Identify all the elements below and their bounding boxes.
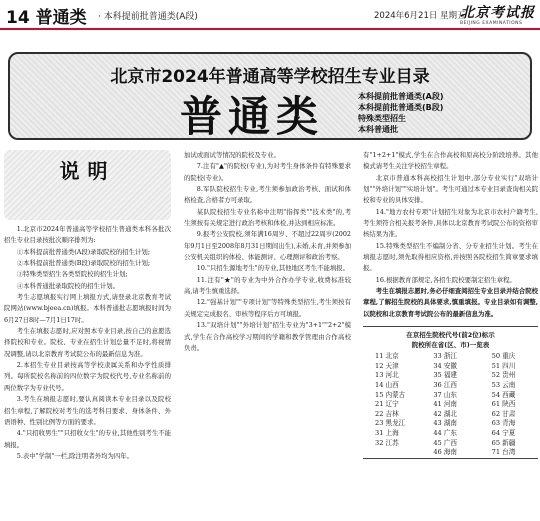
province-code-cell: 14 山西 bbox=[375, 380, 399, 389]
province-code-cell: 35 福建 bbox=[433, 371, 458, 380]
province-code-cell: 33 浙江 bbox=[433, 352, 458, 361]
page-header bbox=[0, 0, 540, 30]
province-code-cell: 22 吉林 bbox=[375, 409, 399, 418]
paragraph: 11.注有"★"的专业为中外合作办学专业,收费标准较高,请考生慎重选择。 bbox=[184, 275, 351, 296]
text-column-2 bbox=[184, 150, 351, 520]
section-subtitle: · 本科提前批普通类(A段) bbox=[98, 12, 198, 22]
province-code-cell: 43 湖南 bbox=[433, 419, 458, 428]
province-code-cell: 51 四川 bbox=[491, 361, 516, 370]
paragraph: 10."只招生源地考生"的专业,其他地区考生不能填报。 bbox=[196, 264, 350, 273]
province-code-cell: 42 湖北 bbox=[433, 409, 458, 418]
paragraph: 13."双培计划""外培计划"招生专业为"3+1""2+2"模式,学生在合作高校学习期间的学籍和教学管理由合作高校负责。 bbox=[184, 321, 351, 352]
code-grid bbox=[363, 352, 538, 458]
text-column-1 bbox=[4, 150, 171, 520]
province-code-cell: 15 内蒙古 bbox=[375, 390, 406, 399]
newspaper-logo bbox=[460, 2, 538, 28]
batch-item: 本科普通批 bbox=[358, 125, 398, 134]
section-heading-box bbox=[4, 150, 171, 220]
batch-item: 本科提前批普通类(B段) bbox=[358, 103, 444, 112]
paragraph: 14."地方农村专项"计划招生对象为北京市农村户籍考生,考生须符合相关报考条件,具体以北京教育考试院公布的资格审核结果为准。 bbox=[363, 207, 538, 239]
paragraph: 12."强基计划""专项计划"等特殊类型招生,考生须按有关规定完成报名、审核等程序后方可填报。 bbox=[184, 298, 351, 318]
province-code-cell: 11 北京 bbox=[375, 352, 399, 361]
province-code-cell: 52 贵州 bbox=[491, 371, 516, 380]
province-code-cell: 44 广东 bbox=[433, 428, 458, 437]
paragraph: 3.考生在填报志愿时,要认真阅读本专业目录以及院校招生章程,了解院校对考生的选考科目要求、身体条件、外语语种、性别比例等方面的要求。 bbox=[4, 395, 171, 426]
code-table-title: 在京招生院校代号(前2位)标示 bbox=[406, 331, 495, 340]
province-code-cell bbox=[363, 448, 421, 458]
province-code-cell: 65 新疆 bbox=[491, 438, 516, 447]
province-code-cell: 32 江苏 bbox=[375, 438, 399, 447]
banner-title: 北京市2024年普通高等学校招生专业目录 bbox=[110, 67, 430, 87]
paragraph: 考生在填报志愿时,应对照本专业目录,按自己的意愿选择院校和专业。院校、专业在招生计划总量不足时,将视情况调整,请以北京教育考试院公布的最新信息为准。 bbox=[4, 327, 171, 358]
province-code-table bbox=[363, 326, 538, 459]
province-code-cell: 64 宁夏 bbox=[491, 428, 516, 437]
batch-item: 特殊类型招生 bbox=[358, 114, 406, 123]
province-code-cell: 62 甘肃 bbox=[491, 409, 516, 418]
important-note: 考生在填报志愿时,务必仔细查阅招生专业目录并结合院校章程,了解招生院校的具体要求,慎重填报。专业目录如有调整,以院校和北京教育考试院公布的最新信息为准。 bbox=[363, 287, 538, 318]
paragraph: 1.北京市2024年普通高等学校招生普通类本科各批次招生专业目录按批次顺序排列为: bbox=[4, 225, 171, 245]
paragraph: 9.报考公安院校,须年满16周岁、不超过22周岁(2002年9月1日至2008年8月31日期间出生),未婚,未育,并须参加公安机关组织的体检、体能测评、心理测评和政治考察。 bbox=[184, 230, 351, 262]
province-code-cell: 37 山东 bbox=[433, 390, 458, 399]
paragraph: 某队院校招生专业名称中注明"指挥类""技术类"的,考生须按有关规定进行政治考核和体检,并达到相应标准。 bbox=[184, 207, 351, 228]
paragraph: ③特殊类型招生各类型院校的招生计划; bbox=[16, 270, 128, 279]
paragraph: 考生志愿填报实行网上填报方式,请登录北京教育考试院网站(www.bjeea.cn)填报。本科普通批志愿填报时间为6月27日8时—7月1日17时。 bbox=[4, 293, 171, 324]
paragraph: 加试或面试等情况的院校及专业。 bbox=[184, 151, 280, 159]
province-code-cell: 71 台湾 bbox=[491, 448, 516, 457]
paragraph: 15.特殊类型招生不编制分省、分专业招生计划。考生在填报志愿时,须先取得相应资格,并按照各院校招生简章要求填报。 bbox=[363, 241, 538, 273]
province-code-cell: 54 西藏 bbox=[491, 390, 516, 399]
paragraph: 5.表中"学制"一栏,除注明者外均为四年。 bbox=[16, 451, 134, 460]
province-code-cell: 45 广西 bbox=[433, 438, 458, 447]
section-title: 说明 bbox=[59, 159, 116, 183]
code-table-subtitle: 院校所在省(区、市)一览表 bbox=[411, 341, 490, 350]
paragraph: 7.注有"▲"的院校(专业),为对考生身体条件有特殊要求的院校(专业)。 bbox=[184, 162, 351, 182]
paragraph: 有"1+2+1"模式,学生在合作高校和原高校分阶段培养。其他模式请考生关注学校招生章程。 bbox=[363, 151, 538, 171]
title-banner bbox=[8, 52, 532, 140]
province-code-cell: 23 黑龙江 bbox=[375, 419, 406, 428]
batch-item: 本科提前批普通类(A段) bbox=[358, 92, 444, 101]
province-code-cell: 63 青海 bbox=[491, 419, 516, 428]
batch-list bbox=[358, 91, 478, 135]
province-code-cell: 36 江西 bbox=[433, 380, 458, 389]
province-code-cell: 12 天津 bbox=[375, 361, 399, 370]
province-code-cell: 21 辽宁 bbox=[375, 400, 399, 409]
category-title: 普通类 bbox=[180, 92, 325, 141]
province-code-cell: 41 河南 bbox=[433, 400, 458, 409]
province-code-cell: 13 河北 bbox=[375, 371, 399, 380]
province-code-cell: 46 海南 bbox=[433, 448, 458, 457]
province-code-cell: 34 安徽 bbox=[433, 361, 458, 370]
paragraph: ①本科提前批普通类(A段)录取院校的招生计划; bbox=[16, 247, 150, 256]
paragraph: ②本科提前批普通类(B段)录取院校的招生计划; bbox=[16, 259, 151, 268]
logo-english: BEIJING EXAMINATIONS bbox=[460, 21, 523, 26]
page-number: 14 普通类 bbox=[6, 8, 87, 28]
logo-text: 北京考试报 bbox=[460, 5, 535, 21]
text-column-3 bbox=[363, 150, 538, 520]
issue-date: 2024年6月21日 星期五 bbox=[374, 11, 466, 21]
province-code-cell: 61 陕西 bbox=[491, 400, 516, 409]
paragraph: 北京市普通本科高校招生计划中,部分专业实行"双培计划""外培计划""实培计划"。考生可通过本专业目录查询相关院校和专业的具体安排。 bbox=[363, 173, 538, 205]
province-code-cell: 50 重庆 bbox=[491, 352, 516, 361]
paragraph: ④本科普通批录取院校的招生计划。 bbox=[16, 281, 120, 290]
province-code-cell: 31 上海 bbox=[375, 428, 399, 437]
paragraph: 8.军队院校招生专业,考生须参加政治考核、面试和体格检查,合格者方可录取。 bbox=[184, 185, 351, 205]
paragraph: 2.本招生专业目录按高等学校隶属关系和办学性质排列。每所院校名称前的四位数字为院校代号,专业名称前的两位数字为专业代号。 bbox=[4, 361, 171, 392]
paragraph: 4."只招收男生""只招收女生"的专业,其他性别考生不能填报。 bbox=[4, 429, 171, 449]
paragraph: 16.根据教育部规定,各招生院校要制定招生章程。 bbox=[375, 275, 516, 284]
province-code-cell: 53 云南 bbox=[491, 380, 516, 389]
